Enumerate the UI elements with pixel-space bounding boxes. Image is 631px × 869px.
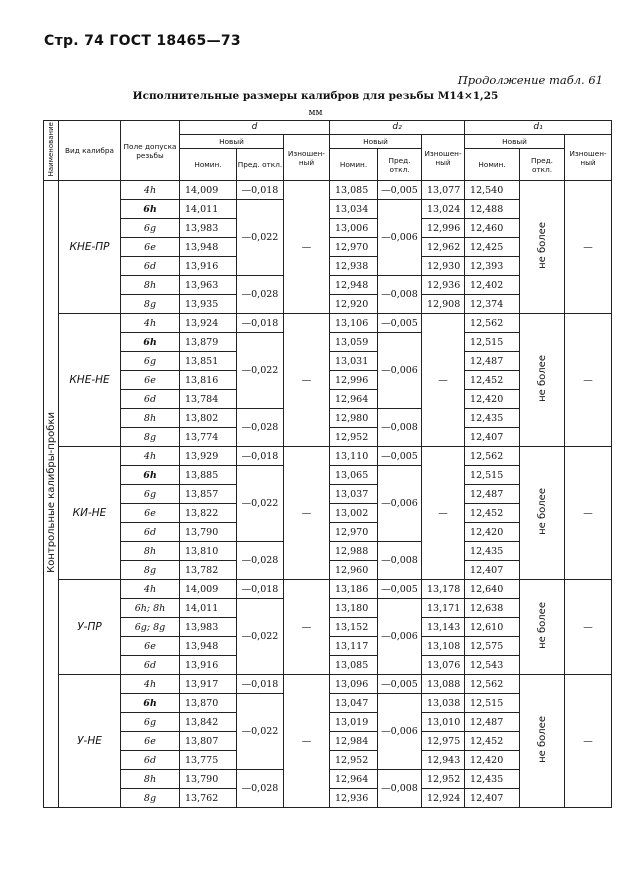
d-deviation: —0,028 bbox=[237, 409, 284, 447]
d2-deviation: —0,006 bbox=[378, 694, 422, 770]
d2-dev-header: Пред. откл. bbox=[378, 149, 422, 181]
d-nominal: 13,851 bbox=[180, 352, 237, 371]
d-nominal: 13,822 bbox=[180, 504, 237, 523]
d2-nominal: 13,186 bbox=[330, 580, 378, 599]
d-worn: — bbox=[284, 447, 330, 580]
d1-deviation bbox=[520, 181, 565, 314]
d2-worn-header: Изношен-ный bbox=[422, 135, 465, 181]
d-nominal: 13,917 bbox=[180, 675, 237, 694]
d-nominal: 13,790 bbox=[180, 523, 237, 542]
tolerance-field: 6g bbox=[121, 485, 180, 504]
d-deviation: —0,018 bbox=[237, 447, 284, 466]
d2-nominal: 13,037 bbox=[330, 485, 378, 504]
d2-nominal: 13,065 bbox=[330, 466, 378, 485]
d-deviation: —0,018 bbox=[237, 181, 284, 200]
tolerance-field: 6d bbox=[121, 656, 180, 675]
d-deviation: —0,028 bbox=[237, 542, 284, 580]
d-worn-header: Изношен-ный bbox=[284, 135, 330, 181]
d2-nominal: 13,034 bbox=[330, 200, 378, 219]
d2-worn: 12,943 bbox=[422, 751, 465, 770]
d2-nominal: 13,085 bbox=[330, 656, 378, 675]
d2-header: d₂ bbox=[330, 121, 465, 135]
d1-nominal: 12,515 bbox=[465, 466, 520, 485]
d2-worn: 13,077 bbox=[422, 181, 465, 200]
d1-nominal: 12,487 bbox=[465, 352, 520, 371]
tolerance-field: 6g bbox=[121, 219, 180, 238]
d2-worn: 12,936 bbox=[422, 276, 465, 295]
d1-nominal: 12,435 bbox=[465, 542, 520, 561]
d-nominal: 13,790 bbox=[180, 770, 237, 789]
d2-worn: 13,010 bbox=[422, 713, 465, 732]
d2-worn: 13,088 bbox=[422, 675, 465, 694]
d-deviation: —0,022 bbox=[237, 466, 284, 542]
d2-nominal: 12,964 bbox=[330, 390, 378, 409]
d2-nominal: 12,980 bbox=[330, 409, 378, 428]
tolerance-field: 4h bbox=[121, 314, 180, 333]
d-nominal: 13,774 bbox=[180, 428, 237, 447]
d2-nominal: 13,059 bbox=[330, 333, 378, 352]
tolerance-field: 8g bbox=[121, 561, 180, 580]
tolerance-field: 6g; 8g bbox=[121, 618, 180, 637]
d-nominal: 13,916 bbox=[180, 257, 237, 276]
tolerance-field: 8h bbox=[121, 409, 180, 428]
kind-col-header: Вид калибра bbox=[59, 121, 121, 181]
continuation-label: Продолжение табл. 61 bbox=[457, 73, 603, 87]
d2-nominal: 12,996 bbox=[330, 371, 378, 390]
d2-nominal: 13,152 bbox=[330, 618, 378, 637]
d2-nominal: 13,006 bbox=[330, 219, 378, 238]
d2-deviation: —0,008 bbox=[378, 276, 422, 314]
tolerance-field: 6d bbox=[121, 751, 180, 770]
d-nominal: 13,842 bbox=[180, 713, 237, 732]
d-nominal: 13,924 bbox=[180, 314, 237, 333]
d-nominal: 13,857 bbox=[180, 485, 237, 504]
tolerance-field: 6h bbox=[121, 694, 180, 713]
d1-nominal: 12,420 bbox=[465, 751, 520, 770]
d-nominal: 13,816 bbox=[180, 371, 237, 390]
d-deviation: —0,022 bbox=[237, 333, 284, 409]
d1-nominal: 12,487 bbox=[465, 713, 520, 732]
table-row bbox=[44, 181, 612, 200]
d-deviation: —0,022 bbox=[237, 599, 284, 675]
tolerance-field: 6e bbox=[121, 732, 180, 751]
table-head bbox=[44, 121, 612, 181]
d-nominal: 13,948 bbox=[180, 637, 237, 656]
not-more-label: не более bbox=[536, 222, 548, 269]
d1-worn: — bbox=[565, 181, 612, 314]
d-deviation: —0,018 bbox=[237, 675, 284, 694]
d1-nominal: 12,407 bbox=[465, 561, 520, 580]
d-worn: — bbox=[284, 181, 330, 314]
d2-deviation: —0,006 bbox=[378, 599, 422, 675]
d2-nominal: 12,936 bbox=[330, 789, 378, 808]
d2-deviation: —0,008 bbox=[378, 770, 422, 808]
tolerance-field: 6h bbox=[121, 466, 180, 485]
tolerance-field: 8h bbox=[121, 770, 180, 789]
d1-nominal: 12,543 bbox=[465, 656, 520, 675]
d-nominal: 13,775 bbox=[180, 751, 237, 770]
d2-nominal: 12,938 bbox=[330, 257, 378, 276]
d2-worn: 13,143 bbox=[422, 618, 465, 637]
table-title: Исполнительные размеры калибров для резьбы М14×1,25 bbox=[132, 90, 499, 102]
d2-worn: 12,975 bbox=[422, 732, 465, 751]
d2-deviation: —0,005 bbox=[378, 675, 422, 694]
d1-nominal: 12,540 bbox=[465, 181, 520, 200]
tolerance-field: 4h bbox=[121, 580, 180, 599]
tol-col-header: Поле допуска резьбы bbox=[121, 121, 180, 181]
d2-nominal: 12,960 bbox=[330, 561, 378, 580]
d1-nominal: 12,460 bbox=[465, 219, 520, 238]
d2-worn: 12,996 bbox=[422, 219, 465, 238]
d2-nominal: 13,019 bbox=[330, 713, 378, 732]
d2-worn: 12,908 bbox=[422, 295, 465, 314]
tolerance-field: 6d bbox=[121, 523, 180, 542]
d-worn: — bbox=[284, 675, 330, 808]
not-more-label: не более bbox=[536, 602, 548, 649]
d1-nominal: 12,420 bbox=[465, 523, 520, 542]
d2-deviation: —0,008 bbox=[378, 409, 422, 447]
tolerance-field: 8g bbox=[121, 295, 180, 314]
d-deviation: —0,022 bbox=[237, 694, 284, 770]
d1-nominal: 12,407 bbox=[465, 789, 520, 808]
d2-nominal: 12,952 bbox=[330, 428, 378, 447]
name-col-header: Наименование bbox=[44, 121, 59, 181]
d-nominal: 13,870 bbox=[180, 694, 237, 713]
d1-nominal: 12,562 bbox=[465, 675, 520, 694]
d2-nominal: 13,085 bbox=[330, 181, 378, 200]
gauge-kind: У-НЕ bbox=[59, 675, 121, 808]
d2-deviation: —0,005 bbox=[378, 181, 422, 200]
gauge-kind: КИ-НЕ bbox=[59, 447, 121, 580]
d1-worn: — bbox=[565, 314, 612, 447]
d-nominal: 14,011 bbox=[180, 599, 237, 618]
d1-nominal: 12,452 bbox=[465, 371, 520, 390]
tolerance-field: 6e bbox=[121, 238, 180, 257]
tolerance-field: 6e bbox=[121, 637, 180, 656]
d1-nominal: 12,435 bbox=[465, 770, 520, 789]
d1-worn-header: Изношен-ный bbox=[565, 135, 612, 181]
tolerance-field: 8h bbox=[121, 542, 180, 561]
d2-worn: 12,930 bbox=[422, 257, 465, 276]
d2-nominal: 13,110 bbox=[330, 447, 378, 466]
d1-nominal: 12,420 bbox=[465, 390, 520, 409]
d2-worn: — bbox=[422, 314, 465, 447]
d2-new-header: Новый bbox=[330, 135, 422, 149]
d2-worn: 13,024 bbox=[422, 200, 465, 219]
d2-worn: 13,171 bbox=[422, 599, 465, 618]
d2-nominal: 12,920 bbox=[330, 295, 378, 314]
d2-nominal: 13,117 bbox=[330, 637, 378, 656]
d2-nominal: 12,984 bbox=[330, 732, 378, 751]
d-deviation: —0,022 bbox=[237, 200, 284, 276]
d-nominal: 13,807 bbox=[180, 732, 237, 751]
d2-nominal: 13,047 bbox=[330, 694, 378, 713]
d-deviation: —0,018 bbox=[237, 314, 284, 333]
tolerance-field: 8g bbox=[121, 428, 180, 447]
d-deviation: —0,018 bbox=[237, 580, 284, 599]
gauge-table bbox=[43, 120, 612, 808]
table-row bbox=[44, 314, 612, 333]
d-nominal: 14,009 bbox=[180, 580, 237, 599]
d1-deviation bbox=[520, 675, 565, 808]
d-new-header: Новый bbox=[180, 135, 284, 149]
d2-nominal: 13,096 bbox=[330, 675, 378, 694]
d1-nominal: 12,562 bbox=[465, 447, 520, 466]
d-nominal: 13,983 bbox=[180, 618, 237, 637]
d1-deviation bbox=[520, 580, 565, 675]
d1-nominal: 12,425 bbox=[465, 238, 520, 257]
d-dev-header: Пред. откл. bbox=[237, 149, 284, 181]
tolerance-field: 6e bbox=[121, 504, 180, 523]
d2-worn: 13,108 bbox=[422, 637, 465, 656]
d1-nominal: 12,638 bbox=[465, 599, 520, 618]
d2-nominal: 12,952 bbox=[330, 751, 378, 770]
tolerance-field: 4h bbox=[121, 181, 180, 200]
d1-nominal: 12,515 bbox=[465, 694, 520, 713]
d1-nominal: 12,640 bbox=[465, 580, 520, 599]
table-row bbox=[44, 447, 612, 466]
d2-deviation: —0,005 bbox=[378, 580, 422, 599]
tolerance-field: 6d bbox=[121, 257, 180, 276]
d2-nominal: 13,106 bbox=[330, 314, 378, 333]
tolerance-field: 8g bbox=[121, 789, 180, 808]
not-more-label: не более bbox=[536, 488, 548, 535]
tolerance-field: 4h bbox=[121, 675, 180, 694]
tolerance-field: 6h; 8h bbox=[121, 599, 180, 618]
d-nominal: 13,810 bbox=[180, 542, 237, 561]
d2-nominal: 12,964 bbox=[330, 770, 378, 789]
d1-dev-header: Пред. откл. bbox=[520, 149, 565, 181]
d2-worn: 13,038 bbox=[422, 694, 465, 713]
d1-worn: — bbox=[565, 447, 612, 580]
d2-deviation: —0,006 bbox=[378, 200, 422, 276]
d2-nominal: 12,988 bbox=[330, 542, 378, 561]
tolerance-field: 8h bbox=[121, 276, 180, 295]
d-header: d bbox=[180, 121, 330, 135]
gauge-kind: КНЕ-НЕ bbox=[59, 314, 121, 447]
d-nominal: 13,885 bbox=[180, 466, 237, 485]
table-body bbox=[44, 181, 612, 808]
d-nominal: 13,782 bbox=[180, 561, 237, 580]
d1-nominal: 12,488 bbox=[465, 200, 520, 219]
d2-nom-header: Номин. bbox=[330, 149, 378, 181]
d2-worn: 13,178 bbox=[422, 580, 465, 599]
group-label bbox=[44, 181, 59, 808]
d-nominal: 13,935 bbox=[180, 295, 237, 314]
table-row bbox=[44, 675, 612, 694]
d1-nominal: 12,452 bbox=[465, 504, 520, 523]
d2-worn: 12,952 bbox=[422, 770, 465, 789]
d-nominal: 13,879 bbox=[180, 333, 237, 352]
d1-deviation bbox=[520, 314, 565, 447]
tolerance-field: 6d bbox=[121, 390, 180, 409]
d-nominal: 13,929 bbox=[180, 447, 237, 466]
tolerance-field: 6h bbox=[121, 333, 180, 352]
not-more-label: не более bbox=[536, 716, 548, 763]
d1-worn: — bbox=[565, 675, 612, 808]
tolerance-field: 6g bbox=[121, 713, 180, 732]
d2-worn: 12,962 bbox=[422, 238, 465, 257]
d1-new-header: Новый bbox=[465, 135, 565, 149]
d1-header: d₁ bbox=[465, 121, 612, 135]
d-nominal: 13,963 bbox=[180, 276, 237, 295]
d2-nominal: 13,180 bbox=[330, 599, 378, 618]
d-nom-header: Номин. bbox=[180, 149, 237, 181]
d-nominal: 13,762 bbox=[180, 789, 237, 808]
d1-nominal: 12,562 bbox=[465, 314, 520, 333]
d1-nominal: 12,393 bbox=[465, 257, 520, 276]
d1-worn: — bbox=[565, 580, 612, 675]
d2-nominal: 13,031 bbox=[330, 352, 378, 371]
d2-deviation: —0,005 bbox=[378, 447, 422, 466]
d-worn: — bbox=[284, 580, 330, 675]
d-deviation: —0,028 bbox=[237, 276, 284, 314]
tolerance-field: 6g bbox=[121, 352, 180, 371]
d2-deviation: —0,006 bbox=[378, 333, 422, 409]
d1-nominal: 12,407 bbox=[465, 428, 520, 447]
d-worn: — bbox=[284, 314, 330, 447]
table-row bbox=[44, 580, 612, 599]
units-label: мм bbox=[308, 108, 323, 118]
d2-deviation: —0,006 bbox=[378, 466, 422, 542]
d-nominal: 13,916 bbox=[180, 656, 237, 675]
d-nominal: 13,983 bbox=[180, 219, 237, 238]
d1-nominal: 12,452 bbox=[465, 732, 520, 751]
gauge-kind: У-ПР bbox=[59, 580, 121, 675]
d2-nominal: 12,970 bbox=[330, 238, 378, 257]
d1-nom-header: Номин. bbox=[465, 149, 520, 181]
d2-nominal: 13,002 bbox=[330, 504, 378, 523]
d-nominal: 13,784 bbox=[180, 390, 237, 409]
tolerance-field: 6h bbox=[121, 200, 180, 219]
d2-nominal: 12,948 bbox=[330, 276, 378, 295]
d2-deviation: —0,005 bbox=[378, 314, 422, 333]
d1-deviation bbox=[520, 447, 565, 580]
gauge-kind: КНЕ-ПР bbox=[59, 181, 121, 314]
d1-nominal: 12,515 bbox=[465, 333, 520, 352]
d1-nominal: 12,402 bbox=[465, 276, 520, 295]
d2-worn: 13,076 bbox=[422, 656, 465, 675]
page-header: Стр. 74 ГОСТ 18465—73 bbox=[44, 33, 241, 49]
d1-nominal: 12,610 bbox=[465, 618, 520, 637]
d2-worn: 12,924 bbox=[422, 789, 465, 808]
d2-deviation: —0,008 bbox=[378, 542, 422, 580]
d-nominal: 14,011 bbox=[180, 200, 237, 219]
d1-nominal: 12,487 bbox=[465, 485, 520, 504]
d1-nominal: 12,575 bbox=[465, 637, 520, 656]
tolerance-field: 6e bbox=[121, 371, 180, 390]
d2-worn: — bbox=[422, 447, 465, 580]
not-more-label: не более bbox=[536, 355, 548, 402]
d-deviation: —0,028 bbox=[237, 770, 284, 808]
d-nominal: 13,948 bbox=[180, 238, 237, 257]
d-nominal: 13,802 bbox=[180, 409, 237, 428]
d1-nominal: 12,374 bbox=[465, 295, 520, 314]
group-label-text: Контрольные калибры-пробки bbox=[45, 412, 57, 573]
tolerance-field: 4h bbox=[121, 447, 180, 466]
d-nominal: 14,009 bbox=[180, 181, 237, 200]
d2-nominal: 12,970 bbox=[330, 523, 378, 542]
d1-nominal: 12,435 bbox=[465, 409, 520, 428]
